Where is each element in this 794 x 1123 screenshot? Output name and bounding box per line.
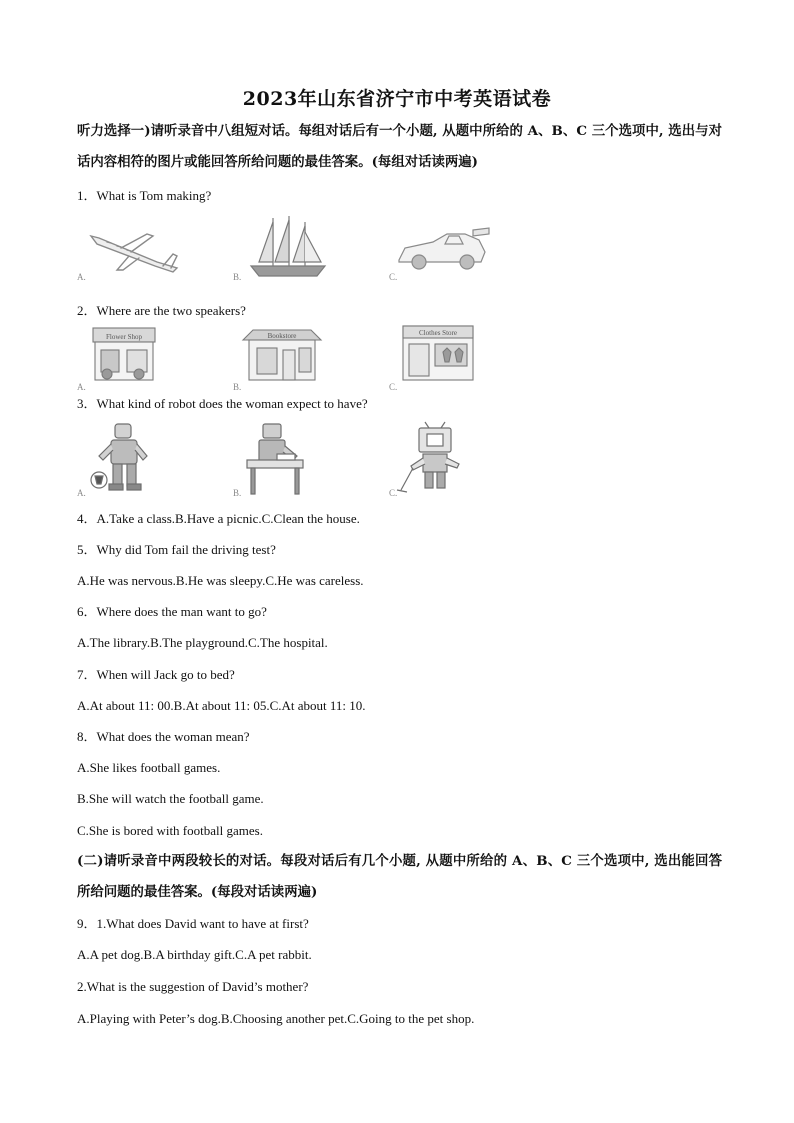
shop-icon	[233, 322, 338, 384]
airplane-icon	[77, 212, 182, 282]
shop-sign: Flower Shop	[106, 333, 142, 341]
shop-sign: Clothes Store	[419, 329, 457, 337]
question-5: 5．Why did Tom fail the driving test?	[77, 542, 276, 557]
option-label: C.	[389, 488, 398, 498]
shop-icon	[389, 322, 494, 384]
option-label: A.	[77, 382, 86, 392]
desk-robot-icon	[233, 420, 338, 498]
sweeping-robot-icon	[389, 420, 494, 498]
question-7: 7．When will Jack go to bed?	[77, 667, 235, 682]
option-c-clothes-store	[389, 322, 494, 392]
question-3: 3．What kind of robot does the woman expect to have?	[77, 396, 368, 411]
question-9-1-options: A.A pet dog.B.A birthday gift.C.A pet rabbit.	[77, 947, 312, 962]
question-2: 2．Where are the two speakers?	[77, 303, 246, 318]
option-b-bookstore	[233, 322, 338, 392]
question-9-2-options: A.Playing with Peter’s dog.B.Choosing another pet.C.Going to the pet shop.	[77, 1011, 475, 1026]
question-8: 8．What does the woman mean?	[77, 729, 250, 744]
question-8-option-c: C.She is bored with football games.	[77, 823, 263, 838]
question-4: 4．A.Take a class.B.Have a picnic.C.Clean the house.	[77, 511, 360, 526]
question-3-options	[77, 420, 497, 498]
football-robot-icon	[77, 420, 182, 498]
option-c-race-car	[389, 212, 494, 282]
question-8-option-a: A.She likes football games.	[77, 760, 221, 775]
option-a-flower-shop	[77, 322, 182, 392]
question-7-options: A.At about 11: 00.B.At about 11: 05.C.At about 11: 10.	[77, 698, 366, 713]
sailboat-icon	[233, 212, 338, 282]
option-c-sweeping-robot	[389, 420, 494, 498]
option-label: A.	[77, 272, 86, 282]
option-label: C.	[389, 272, 398, 282]
question-2-options	[77, 322, 497, 392]
question-8-option-b: B.She will watch the football game.	[77, 791, 264, 806]
question-6-options: A.The library.B.The playground.C.The hospital.	[77, 635, 328, 650]
shop-icon	[77, 322, 182, 384]
race-car-icon	[389, 212, 494, 282]
option-b-sailboat	[233, 212, 338, 282]
question-1-options	[77, 212, 497, 282]
section-2-instructions: (二)请听录音中两段较长的对话。每段对话后有几个小题, 从题中所给的 A、B、C 三个选项中, 选出能回答所给问题的最佳答案。(每段对话读两遍)	[77, 853, 722, 900]
option-a-airplane	[77, 212, 182, 282]
question-1: 1．What is Tom making?	[77, 188, 212, 203]
question-9-2: 2.What is the suggestion of David’s mother?	[77, 979, 309, 994]
option-b-desk-robot	[233, 420, 338, 498]
question-5-options: A.He was nervous.B.He was sleepy.C.He was careless.	[77, 573, 364, 588]
section-1-instructions: 听力选择一)请听录音中八组短对话。每组对话后有一个小题, 从题中所给的 A、B、C 三个选项中, 选出与对话内容相符的图片或能回答所给问题的最佳答案。(每组对话读两遍)	[77, 123, 722, 170]
option-label: B.	[233, 382, 242, 392]
question-9: 9．1.What does David want to have at first?	[77, 916, 309, 931]
option-label: A.	[77, 488, 86, 498]
page-title: 2023年山东省济宁市中考英语试卷	[242, 88, 552, 110]
question-6: 6．Where does the man want to go?	[77, 604, 267, 619]
option-a-football-robot	[77, 420, 182, 498]
option-label: C.	[389, 382, 398, 392]
shop-sign: Bookstore	[267, 332, 297, 340]
option-label: B.	[233, 272, 242, 282]
option-label: B.	[233, 488, 242, 498]
